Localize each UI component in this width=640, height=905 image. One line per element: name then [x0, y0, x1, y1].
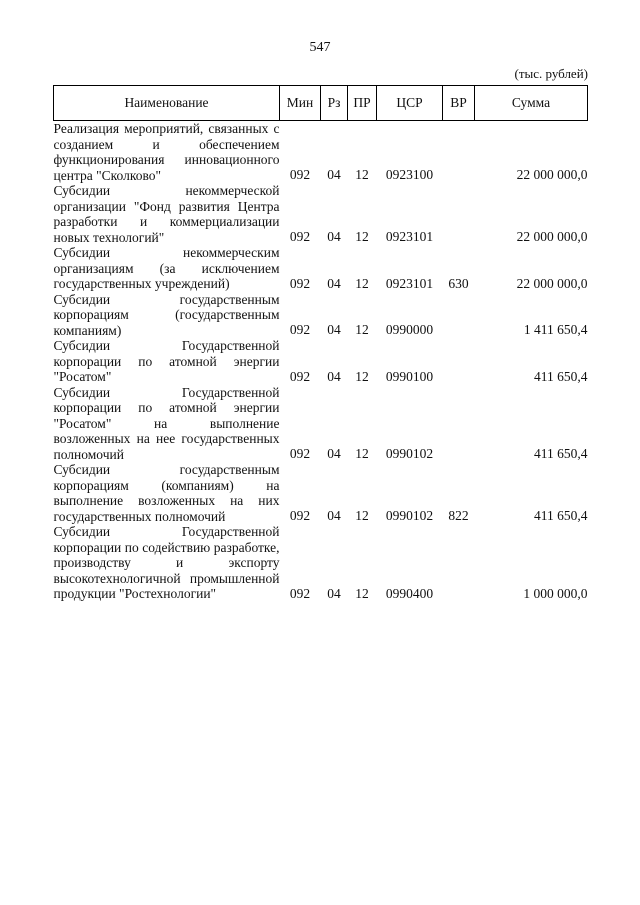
row-pr: 12: [355, 508, 369, 523]
row-sum: 411 650,4: [534, 446, 588, 461]
row-rz: 04: [327, 167, 341, 182]
row-csr: 0990102: [385, 446, 434, 461]
row-vr: 630: [448, 275, 469, 291]
header-pr: ПР: [348, 86, 377, 121]
row-rz: 04: [327, 585, 341, 601]
row-csr: 0923100: [385, 167, 434, 182]
row-rz: 04: [327, 368, 341, 384]
row-name: Субсидии некоммерческим организациям (за исключением государственных учреждений): [53, 245, 280, 291]
row-min: 092: [289, 229, 311, 244]
row-rz: 04: [327, 446, 341, 461]
row-csr: 0923101: [385, 229, 434, 244]
row-pr: 12: [355, 229, 369, 244]
row-sum: 22 000 000,0: [516, 167, 588, 182]
row-pr: 12: [355, 167, 369, 182]
table-row: [54, 524, 588, 602]
row-sum: 411 650,4: [534, 508, 588, 523]
row-rz: 04: [327, 229, 341, 244]
table-row: [54, 183, 588, 245]
table-row: [54, 245, 588, 292]
row-pr: 12: [355, 585, 369, 601]
row-min: 092: [289, 322, 311, 337]
row-name: Субсидии государственным корпорациям (государственным компаниям): [53, 291, 280, 338]
table-row: [54, 385, 588, 463]
row-min: 092: [289, 508, 311, 523]
row-csr: 0990102: [385, 508, 434, 523]
row-vr: [443, 183, 475, 245]
row-min: 092: [289, 446, 311, 461]
row-name: Субсидии Государственной корпорации по атомной энергии "Росатом" на выполнение возложенных на нее государственных полномочий: [53, 384, 280, 462]
header-rz: Рз: [321, 86, 348, 121]
page-number: 547: [309, 40, 331, 55]
row-sum: 411 650,4: [534, 368, 588, 384]
header-vr: ВР: [443, 86, 475, 121]
table-row: [54, 121, 588, 184]
row-min: 092: [289, 585, 311, 601]
table-row: [54, 462, 588, 524]
row-sum: 1 411 650,4: [523, 322, 588, 337]
row-pr: 12: [355, 446, 369, 461]
row-min: 092: [289, 275, 311, 291]
row-rz: 04: [327, 322, 341, 337]
row-sum: 22 000 000,0: [516, 275, 588, 291]
row-vr: [443, 292, 475, 339]
table-row: [54, 292, 588, 339]
table-header-row: [54, 86, 588, 121]
row-pr: 12: [355, 275, 369, 291]
row-rz: 04: [327, 275, 341, 291]
row-vr: [443, 385, 475, 463]
row-min: 092: [289, 167, 311, 182]
row-sum: 22 000 000,0: [516, 229, 588, 244]
row-min: 092: [289, 368, 311, 384]
row-csr: 0990400: [385, 585, 434, 601]
header-min: Мин: [280, 86, 321, 121]
row-name: Реализация мероприятий, связанных с созданием и обеспечением функционирования инновационного центра "Сколково": [53, 121, 280, 183]
row-sum: 1 000 000,0: [523, 585, 588, 601]
header-name: Наименование: [54, 86, 280, 121]
row-pr: 12: [355, 368, 369, 384]
header-csr: ЦСР: [377, 86, 443, 121]
table-row: [54, 338, 588, 385]
row-name: Субсидии Государственной корпорации по атомной энергии "Росатом": [53, 338, 280, 384]
row-pr: 12: [355, 322, 369, 337]
row-name: Субсидии Государственной корпорации по содействию разработке, производству и экспорту высокотехнологичной промышленной продукции "Ростехнологии": [53, 524, 280, 601]
row-name: Субсидии некоммерческой организации "Фонд развития Центра разработки и коммерциализации новых технологий": [53, 183, 280, 245]
row-name: Субсидии государственным корпорациям (компаниям) на выполнение возложенных на них государственных полномочий: [53, 462, 280, 524]
units-label: (тыс. рублей): [514, 66, 588, 81]
budget-table: [53, 85, 588, 602]
row-vr: 822: [448, 508, 469, 523]
row-csr: 0990000: [385, 322, 434, 337]
row-csr: 0990100: [385, 368, 434, 384]
row-csr: 0923101: [385, 275, 434, 291]
header-sum: Сумма: [475, 86, 588, 121]
row-vr: [443, 524, 475, 602]
row-vr: [443, 338, 475, 385]
row-vr: [443, 121, 475, 184]
row-rz: 04: [327, 508, 341, 523]
